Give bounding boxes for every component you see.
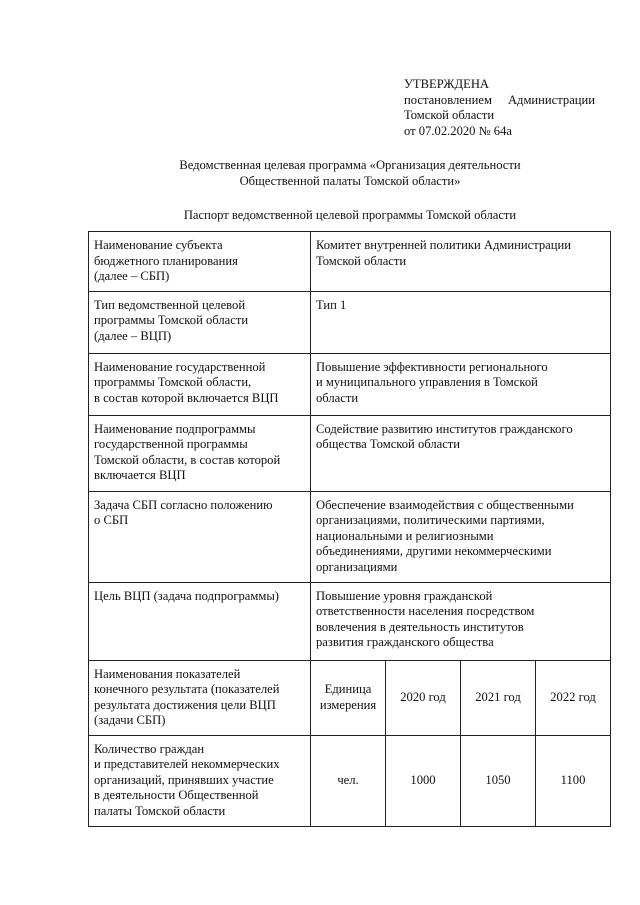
indicator-label-line: палаты Томской области	[94, 803, 226, 818]
row-label	[89, 415, 311, 491]
row-label-line: о СБП	[94, 513, 129, 527]
row-value-line: организациями, политическими партиями,	[316, 513, 545, 527]
row-label-line: Наименование субъекта	[94, 238, 223, 252]
row-label-line: бюджетного планирования	[94, 253, 238, 268]
row-label-line: государственной программы	[94, 437, 248, 451]
row-value-line: Тип 1	[316, 297, 347, 312]
row-value-line: и муниципального управления в Томской	[316, 375, 538, 389]
indicators-header-label	[89, 660, 311, 735]
unit-header	[311, 660, 386, 735]
table-row	[89, 415, 611, 491]
row-label	[89, 582, 311, 660]
row-value-line: национальными и религиозными	[316, 528, 494, 543]
header-label-line: результата достижения цели ВЦП	[94, 697, 276, 712]
row-label-line: Наименование государственной	[94, 359, 266, 374]
indicator-label-line: организаций, принявших участие	[94, 772, 274, 787]
row-value-line: Обеспечение взаимодействия с общественными	[316, 497, 574, 512]
row-value-line: вовлечения в деятельность институтов	[316, 619, 524, 634]
unit-header-line: Единица	[324, 682, 372, 696]
approval-line-2	[404, 93, 595, 109]
row-value	[311, 353, 611, 415]
row-value	[311, 291, 611, 353]
row-label-line: (далее – ВЦП)	[94, 328, 172, 343]
indicator-label-line: в деятельности Общественной	[94, 788, 259, 802]
approval-heading: УТВЕРЖДЕНА	[404, 77, 490, 91]
row-label	[89, 353, 311, 415]
row-label-line: Томской области, в состав которой	[94, 452, 281, 467]
indicator-label-line: и представителей некоммерческих	[94, 757, 280, 771]
row-value	[311, 415, 611, 491]
unit-header-line: измерения	[319, 697, 377, 712]
row-value-line: общества Томской области	[316, 437, 461, 451]
row-value-line: ответственности населения посредством	[316, 604, 535, 618]
year-header-2021: 2021 год	[461, 660, 536, 735]
row-label	[89, 491, 311, 582]
approval-line-2b: Администрации	[507, 92, 595, 107]
header-label-line: Наименования показателей	[94, 666, 241, 681]
year-header-2022: 2022 год	[536, 660, 611, 735]
program-title	[60, 158, 640, 189]
indicator-unit: чел.	[311, 735, 386, 826]
table-row	[89, 582, 611, 660]
row-label-line: Тип ведомственной целевой	[94, 297, 246, 312]
year-header-2020: 2020 год	[386, 660, 461, 735]
indicator-label-line: Количество граждан	[94, 741, 205, 756]
approval-stamp	[404, 77, 619, 139]
row-value-line: Содействие развитию институтов гражданского	[316, 421, 573, 436]
table-row	[89, 353, 611, 415]
program-title-line-1: Ведомственная целевая программа «Организация деятельности	[179, 158, 521, 172]
header-label-line: (задачи СБП)	[94, 713, 166, 727]
approval-line-3: Томской области	[404, 108, 495, 122]
header-label-line: конечного результата (показателей	[94, 682, 280, 696]
table-row	[89, 232, 611, 292]
row-label-line: включается ВЦП	[94, 468, 186, 482]
row-value	[311, 582, 611, 660]
indicator-label	[89, 735, 311, 826]
row-value	[311, 491, 611, 582]
row-label-line: в состав которой включается ВЦП	[94, 390, 279, 405]
row-value-line: Томской области	[316, 253, 407, 268]
passport-subtitle: Паспорт ведомственной целевой программы Томской области	[183, 208, 517, 222]
table-row	[89, 291, 611, 353]
indicators-header-row	[89, 660, 611, 735]
row-label-line: Цель ВЦП (задача подпрограммы)	[94, 588, 279, 603]
table-row	[89, 491, 611, 582]
row-value-line: развития гражданского общества	[316, 635, 494, 649]
passport-table	[88, 231, 611, 827]
row-label-line: программы Томской области,	[94, 375, 252, 389]
row-value-line: области	[316, 390, 359, 405]
row-value-line: Повышение уровня гражданской	[316, 588, 493, 603]
indicators-data-row	[89, 735, 611, 826]
row-label-line: программы Томской области	[94, 313, 249, 327]
row-label-line: Задача СБП согласно положению	[94, 497, 273, 512]
row-label	[89, 232, 311, 292]
row-label-line: Наименование подпрограммы	[94, 421, 256, 436]
row-value-line: Комитет внутренней политики Администрации	[316, 238, 571, 252]
program-title-line-2: Общественной палаты Томской области»	[239, 173, 461, 188]
row-label	[89, 291, 311, 353]
row-value-line: Повышение эффективности регионального	[316, 359, 548, 374]
approval-line-4: от 07.02.2020 № 64а	[404, 123, 512, 138]
approval-line-2a: постановлением	[404, 92, 492, 107]
indicator-value-2020: 1000	[386, 735, 461, 826]
row-value	[311, 232, 611, 292]
indicator-value-2021: 1050	[461, 735, 536, 826]
row-label-line: (далее – СБП)	[94, 269, 170, 283]
row-value-line: организациями	[316, 559, 398, 574]
row-value-line: объединениями, другими некоммерческими	[316, 544, 552, 558]
indicator-value-2022: 1100	[536, 735, 611, 826]
